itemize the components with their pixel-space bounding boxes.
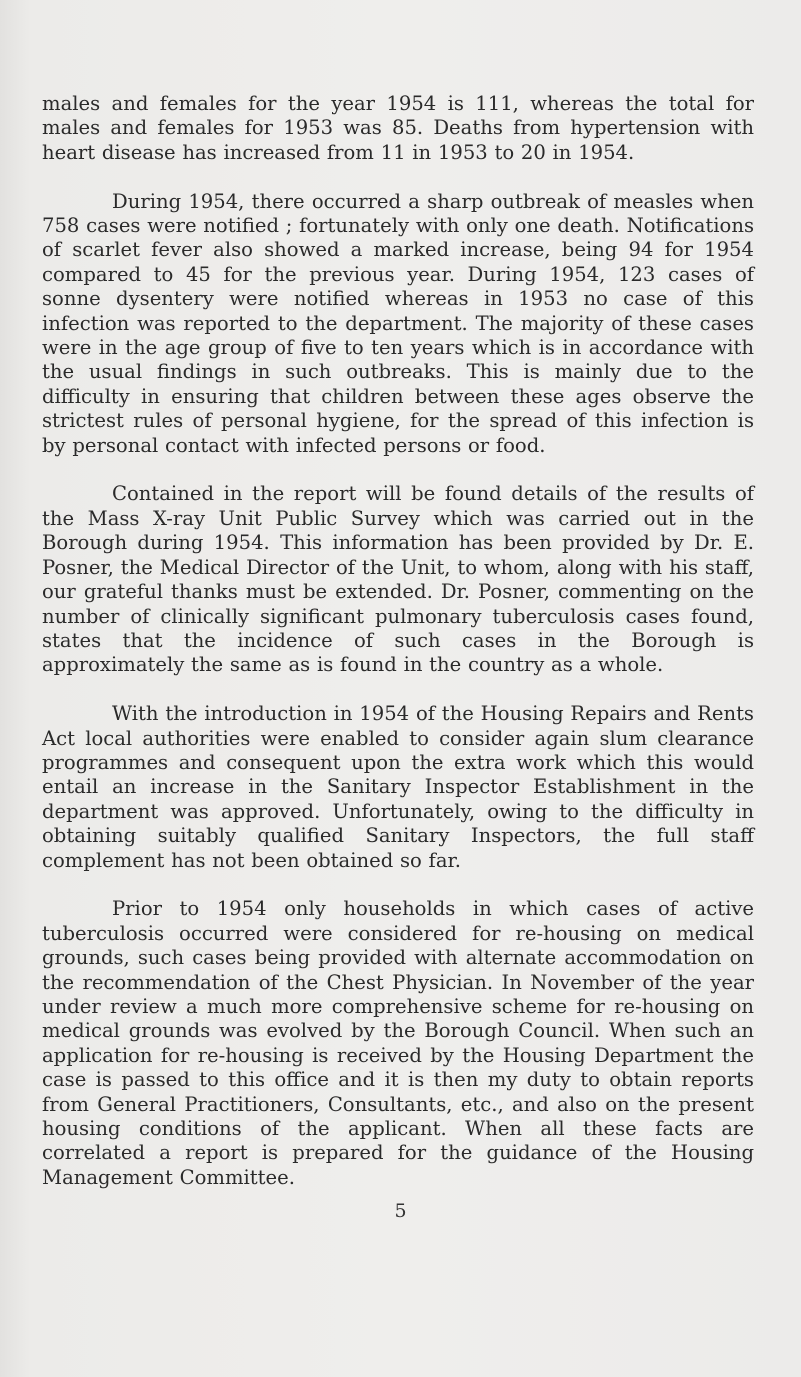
page-number: 5	[394, 1200, 407, 1222]
paragraph-rehousing: Prior to 1954 only households in which cases of active tuberculosis occurred were considered for re-housing on medical grounds, such cases being provided with alternate accommodation on the recommendation of the Chest Physician. In November of the year under review a much more comprehensive scheme for re-housing on medical grounds was evolved by the Borough Council. When such an application for re-housing is received by the Housing Department the case is passed to this office and it is then my duty to obtain reports from General Practitioners, Consultants, etc., and also on the present housing conditions of the applicant. When all these facts are correlated a report is prepared for the guidance of the Housing Management Committee.	[42, 897, 754, 1189]
paragraph-mass-xray: Contained in the report will be found details of the results of the Mass X-ray Unit Public Survey which was carried out in the Borough during 1954. This information has been provided by Dr. E. Posner, the Medical Director of the Unit, to whom, along with his staff, our grateful thanks must be extended. Dr. Posner, commenting on the number of clinically significant pulmonary tuberculosis cases found, states that the incidence of such cases in the Borough is approximately the same as is found in the country as a whole.	[42, 482, 754, 677]
paragraph-measles-outbreak: During 1954, there occurred a sharp outbreak of measles when 758 cases were notified ; fortunately with only one death. Notifications of scarlet fever also showed a marked increase, being 94 for 1954 compared to 45 for the previous year. During 1954, 123 cases of sonne dysentery were notified whereas in 1953 no case of this infection was reported to the department. The majority of these cases were in the age group of five to ten years which is in accordance with the usual findings in such outbreaks. This is mainly due to the difficulty in ensuring that children between these ages observe the strictest rules of personal hygiene, for the spread of this infection is by personal contact with infected persons or food.	[42, 189, 755, 457]
paragraph-housing-repairs: With the introduction in 1954 of the Housing Repairs and Rents Act local authorities were enabled to consider again slum clearance programmes and consequent upon the extra work which this would entail an increase in the Sanitary Inspector Establishment in the department was approved. Unfortunately, owing to the difficulty in obtaining suitably qualified Sanitary Inspectors, the full staff complement has not been obtained so far.	[42, 702, 754, 872]
body-text	[42, 92, 754, 1215]
paragraph-continued: males and females for the year 1954 is 111, whereas the total for males and females for 1953 was 85. Deaths from hypertension with heart disease has increased from 11 in 1953 to 20 in 1954.	[42, 92, 754, 164]
